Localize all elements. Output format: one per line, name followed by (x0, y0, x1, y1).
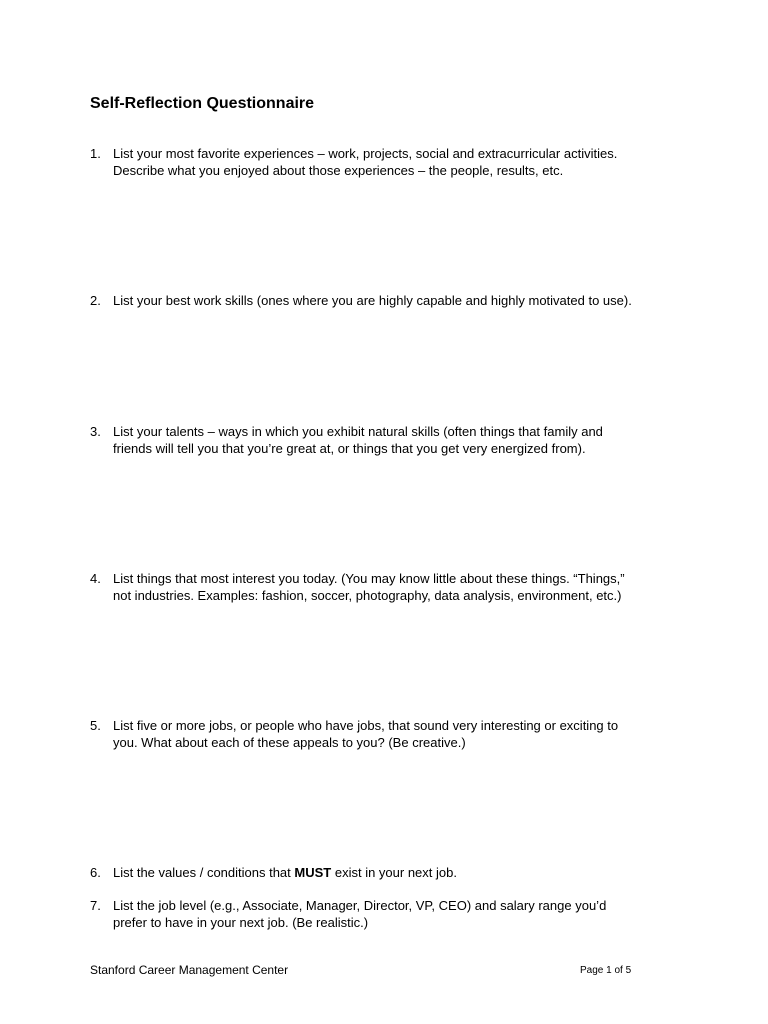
question-number: 1. (90, 146, 101, 161)
emphasis-must: MUST (294, 865, 332, 880)
question-text-part: List the values / conditions that (113, 865, 295, 880)
question-text: List things that most interest you today. (You may know little about these things. “Things,” not industries. Examples: fashion, soccer, photography, data analysis, environment, etc.) (113, 571, 625, 603)
page-title: Self-Reflection Questionnaire (90, 95, 315, 112)
question-text (113, 865, 690, 882)
question-number: 5. (90, 718, 101, 733)
question-number: 2. (90, 293, 101, 308)
footer-page-number: Page 1 of 5 (580, 965, 632, 976)
question-text: List the job level (e.g., Associate, Manager, Director, VP, CEO) and salary range you’d prefer to have in your next job. (Be realistic.) (113, 898, 607, 930)
question-number: 7. (90, 898, 101, 913)
question-number: 6. (90, 865, 101, 880)
question-text: List your most favorite experiences – work, projects, social and extracurricular activities. Describe what you enjoyed about those experiences – the people, results, etc. (113, 146, 618, 178)
question-2 (90, 293, 690, 310)
question-5 (90, 718, 690, 751)
question-3 (90, 424, 690, 457)
question-text-part: exist in your next job. (331, 865, 457, 880)
footer-organization: Stanford Career Management Center (90, 963, 289, 977)
question-7 (90, 898, 690, 931)
question-text: List five or more jobs, or people who have jobs, that sound very interesting or exciting to you. What about each of these appeals to you? (Be creative.) (113, 718, 619, 750)
question-1 (90, 146, 690, 179)
question-6 (90, 865, 690, 882)
question-text: List your best work skills (ones where you are highly capable and highly motivated to use). (113, 293, 632, 308)
question-number: 3. (90, 424, 101, 439)
question-number: 4. (90, 571, 101, 586)
question-4 (90, 571, 690, 604)
question-text: List your talents – ways in which you exhibit natural skills (often things that family and friends will tell you that you’re great at, or things that you get very energized from). (113, 424, 603, 456)
